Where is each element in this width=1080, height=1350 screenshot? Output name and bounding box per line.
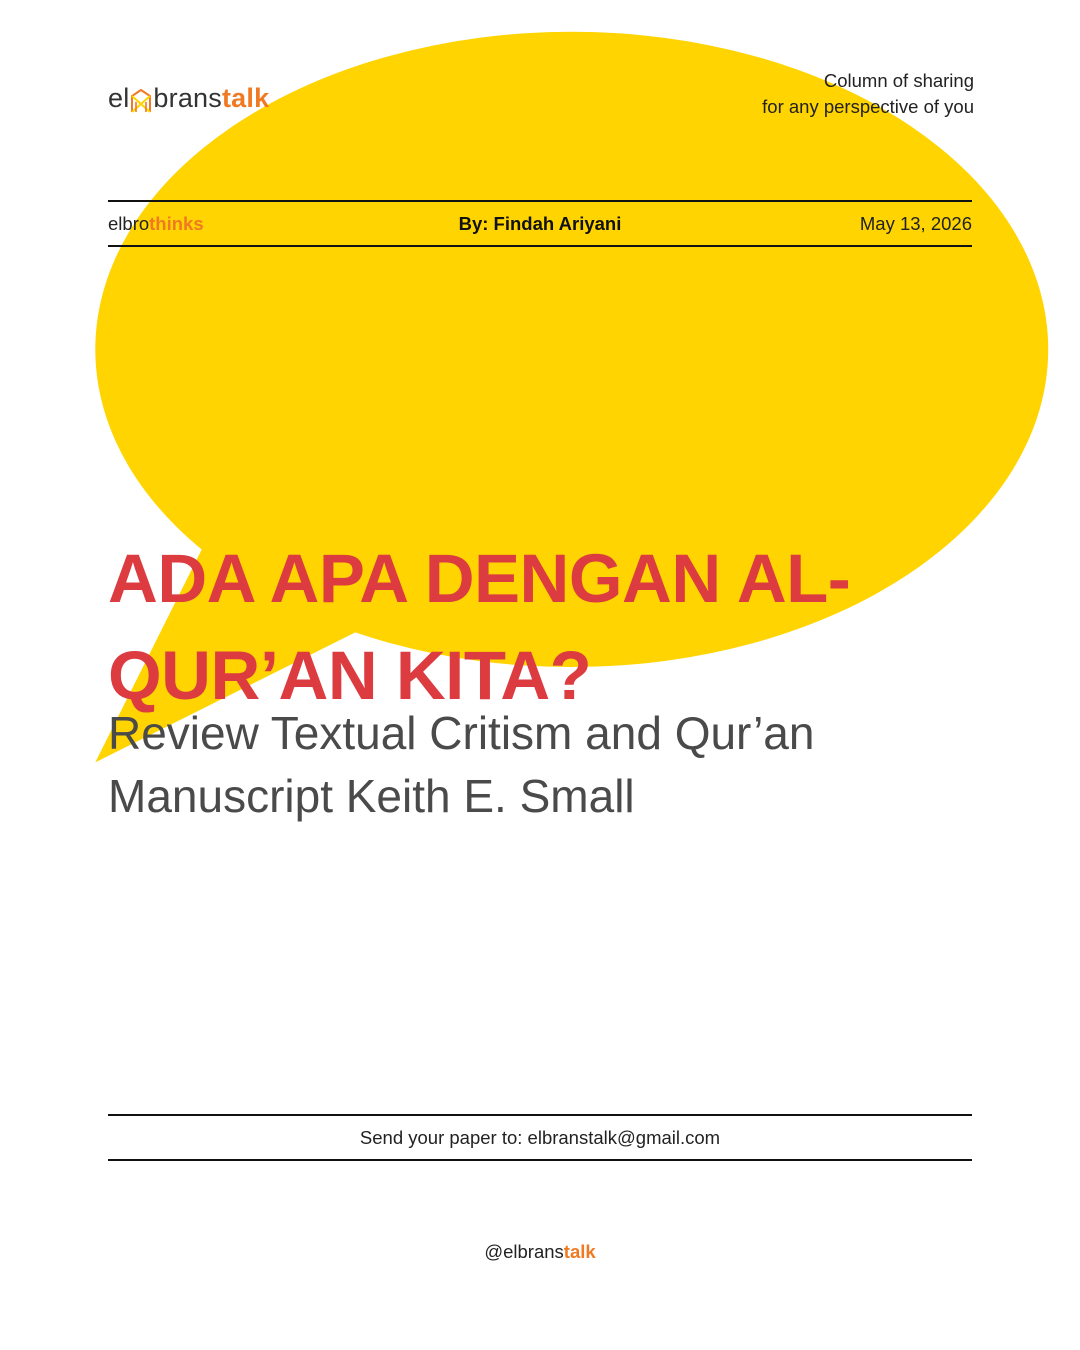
divider-footer-top [108,1114,972,1116]
publish-date: May 13, 2026 [859,213,972,234]
tagline [762,68,974,120]
logo-text-middle: brans [153,83,222,113]
meta-bar [108,208,972,240]
logo-text-prefix: el [108,83,130,113]
section-accent: thinks [149,213,204,234]
logo-text-accent: talk [221,83,270,113]
brand-logo [108,70,269,112]
tagline-line-1: Column of sharing [823,70,974,91]
handle-accent: talk [563,1241,596,1262]
author-byline: By: Findah Ariyani [458,213,622,234]
tagline-line-2: for any perspective of you [762,96,974,117]
section-prefix: elbro [108,213,150,234]
article-subtitle: Review Textual Critism and Qur’an Manuscript Keith E. Small [108,707,815,822]
bridge-mark-icon [130,88,152,114]
divider-meta-bottom [108,245,972,247]
handle-prefix: @elbrans [484,1241,564,1262]
social-handle [0,1239,1080,1265]
article-title: ADA APA DENGAN AL-QUR’AN KITA? [108,540,851,714]
submission-info: Send your paper to: elbranstalk@gmail.com [359,1127,721,1148]
divider-top [108,200,972,202]
divider-footer-bottom [108,1159,972,1161]
